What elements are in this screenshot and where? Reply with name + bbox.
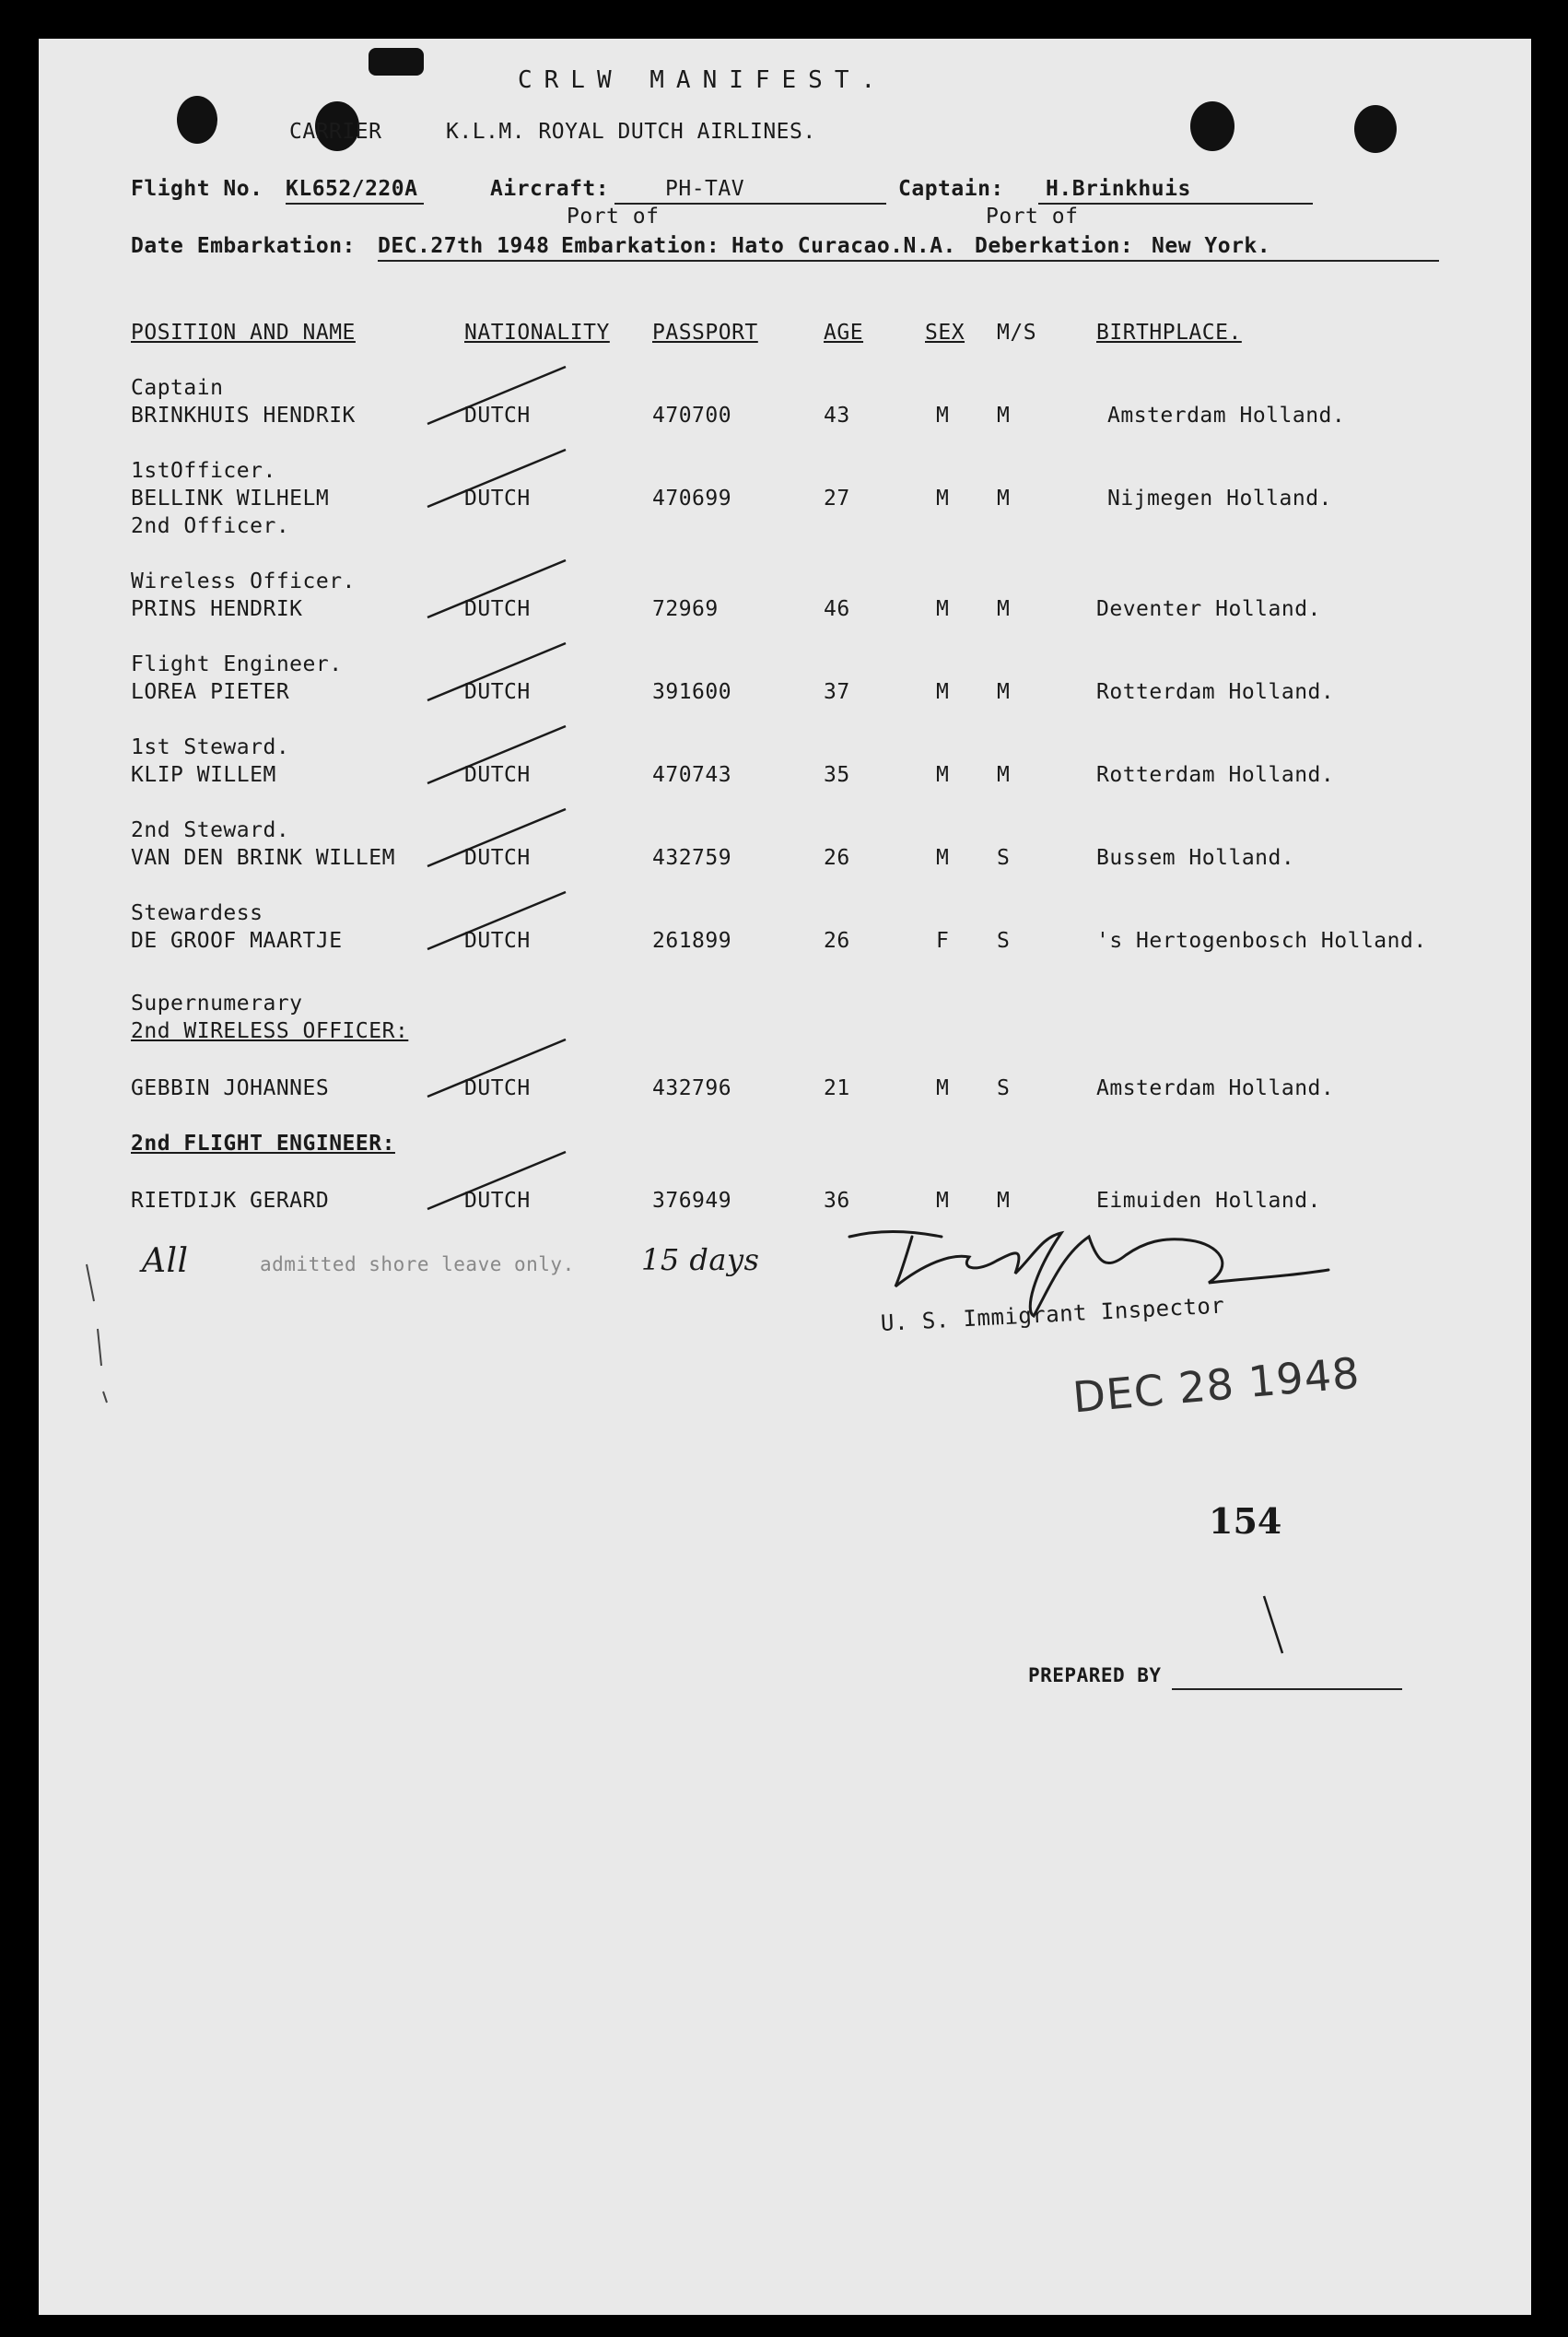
crew-nationality: DUTCH — [464, 929, 531, 953]
super1-birthplace: Amsterdam Holland. — [1096, 1076, 1335, 1100]
crew-name: KLIP WILLEM — [131, 763, 276, 787]
super1-ms: S — [997, 1076, 1011, 1100]
crew-birthplace: Deventer Holland. — [1096, 597, 1321, 621]
crew-nationality: DUTCH — [464, 597, 531, 621]
crew-ms: M — [997, 404, 1011, 428]
crew-name: LOREA PIETER — [131, 680, 290, 704]
crew-birthplace: Rotterdam Holland. — [1096, 763, 1335, 787]
punch-hole-3 — [1190, 101, 1235, 151]
flight-label: Flight No. — [131, 177, 263, 201]
crew-passport: 391600 — [652, 680, 732, 704]
super2-name: RIETDIJK GERARD — [131, 1189, 330, 1213]
crew-nationality: DUTCH — [464, 404, 531, 428]
crew-name: PRINS HENDRIK — [131, 597, 303, 621]
super1-sex: M — [936, 1076, 950, 1100]
header-ms: M/S — [997, 321, 1037, 345]
embarkation-value: Hato Curacao.N.A. — [731, 234, 956, 258]
margin-marks — [87, 1264, 107, 1403]
carrier-label: CARRIER — [289, 120, 382, 144]
crew-position: 2nd Steward. — [131, 818, 290, 842]
crew-passport: 432759 — [652, 846, 732, 870]
crew-name: DE GROOF MAARTJE — [131, 929, 343, 953]
crew-nationality: DUTCH — [464, 846, 531, 870]
aircraft-value: PH-TAV — [665, 177, 745, 201]
super2-passport: 376949 — [652, 1189, 732, 1213]
carrier-value: K.L.M. ROYAL DUTCH AIRLINES. — [446, 120, 816, 144]
super2-nationality: DUTCH — [464, 1189, 531, 1213]
crew-ms: M — [997, 763, 1011, 787]
crew-birthplace: Nijmegen Holland. — [1107, 487, 1332, 511]
crew-sex: M — [936, 597, 950, 621]
super2-age: 36 — [824, 1189, 850, 1213]
date-stamp: DEC 28 1948 — [1071, 1347, 1363, 1423]
crew-nationality: DUTCH — [464, 763, 531, 787]
prepared-by-label: PREPARED BY — [1028, 1664, 1162, 1686]
header-birthplace: BIRTHPLACE. — [1096, 321, 1242, 345]
super1-age: 21 — [824, 1076, 850, 1100]
handwritten-days: 15 days — [641, 1242, 760, 1277]
crew-position: Captain — [131, 376, 224, 400]
crew-age: 35 — [824, 763, 850, 787]
crew-sex: F — [936, 929, 950, 953]
handwritten-marks — [39, 39, 1531, 2315]
inspector-title: U. S. Immigrant Inspector — [880, 1292, 1225, 1336]
crew-birthplace: 's Hertogenbosch Holland. — [1096, 929, 1427, 953]
crew-birthplace: Amsterdam Holland. — [1107, 404, 1346, 428]
crew-age: 46 — [824, 597, 850, 621]
date-embarkation-value: DEC.27th 1948 — [378, 234, 550, 258]
header-sex: SEX — [925, 321, 965, 345]
crew-passport: 261899 — [652, 929, 732, 953]
page-number: 154 — [1209, 1500, 1282, 1542]
captain-label: Captain: — [898, 177, 1004, 201]
crew-name: BRINKHUIS HENDRIK — [131, 404, 356, 428]
punch-hole-4 — [1354, 105, 1397, 153]
crew-passport: 470743 — [652, 763, 732, 787]
flight-engineer-section: 2nd FLIGHT ENGINEER: — [131, 1132, 395, 1156]
prepared-by-slash — [1264, 1596, 1282, 1653]
header-position-name: POSITION AND NAME — [131, 321, 356, 345]
crew-ms: M — [997, 597, 1011, 621]
crew-age: 26 — [824, 846, 850, 870]
crew-age: 27 — [824, 487, 850, 511]
supernumerary-label: Supernumerary — [131, 992, 303, 1016]
crew-sex: M — [936, 487, 950, 511]
crew-extra-position: 2nd Officer. — [131, 514, 290, 538]
header-nationality: NATIONALITY — [464, 321, 610, 345]
captain-underline — [1038, 203, 1313, 205]
header-age: AGE — [824, 321, 864, 345]
crew-nationality: DUTCH — [464, 487, 531, 511]
crew-sex: M — [936, 404, 950, 428]
flight-underline — [286, 203, 424, 205]
crew-nationality: DUTCH — [464, 680, 531, 704]
punch-hole-1 — [177, 96, 217, 144]
port-of-label-1: Port of — [567, 205, 660, 229]
debarkation-value: New York. — [1152, 234, 1271, 258]
crew-passport: 72969 — [652, 597, 719, 621]
crew-birthplace: Bussem Holland. — [1096, 846, 1295, 870]
crew-age: 43 — [824, 404, 850, 428]
aircraft-label: Aircraft: — [490, 177, 610, 201]
crew-position: 1stOfficer. — [131, 459, 276, 483]
port-of-label-2: Port of — [986, 205, 1079, 229]
super2-birthplace: Eimuiden Holland. — [1096, 1189, 1321, 1213]
super1-passport: 432796 — [652, 1076, 732, 1100]
crew-birthplace: Rotterdam Holland. — [1096, 680, 1335, 704]
debarkation-label: Deberkation: — [975, 234, 1134, 258]
date-embarkation-label: Date Embarkation: — [131, 234, 356, 258]
crew-sex: M — [936, 763, 950, 787]
prepared-by-underline — [1172, 1688, 1402, 1690]
crew-age: 37 — [824, 680, 850, 704]
header-passport: PASSPORT — [652, 321, 758, 345]
crew-age: 26 — [824, 929, 850, 953]
document-title: CRLW MANIFEST. — [518, 66, 888, 94]
crew-name: BELLINK WILHELM — [131, 487, 330, 511]
captain-value: H.Brinkhuis — [1046, 177, 1191, 201]
handwritten-all: All — [142, 1242, 189, 1280]
crew-ms: M — [997, 487, 1011, 511]
crew-position: Wireless Officer. — [131, 570, 356, 593]
super2-sex: M — [936, 1189, 950, 1213]
crew-position: 1st Steward. — [131, 735, 290, 759]
super1-name: GEBBIN JOHANNES — [131, 1076, 330, 1100]
embarkation-underline — [378, 260, 1439, 262]
crew-ms: M — [997, 680, 1011, 704]
crew-ms: S — [997, 846, 1011, 870]
crew-passport: 470699 — [652, 487, 732, 511]
supernumerary-section: 2nd WIRELESS OFFICER: — [131, 1019, 409, 1043]
crew-position: Flight Engineer. — [131, 652, 343, 676]
crew-name: VAN DEN BRINK WILLEM — [131, 846, 395, 870]
crew-passport: 470700 — [652, 404, 732, 428]
top-tab — [369, 48, 424, 76]
super1-nationality: DUTCH — [464, 1076, 531, 1100]
super2-ms: M — [997, 1189, 1011, 1213]
manifest-page — [39, 39, 1531, 2315]
crew-sex: M — [936, 680, 950, 704]
crew-sex: M — [936, 846, 950, 870]
crew-ms: S — [997, 929, 1011, 953]
shore-leave-text: admitted shore leave only. — [260, 1253, 575, 1275]
crew-position: Stewardess — [131, 901, 263, 925]
flight-value: KL652/220A — [286, 177, 418, 201]
embarkation-label: Embarkation: — [561, 234, 720, 258]
